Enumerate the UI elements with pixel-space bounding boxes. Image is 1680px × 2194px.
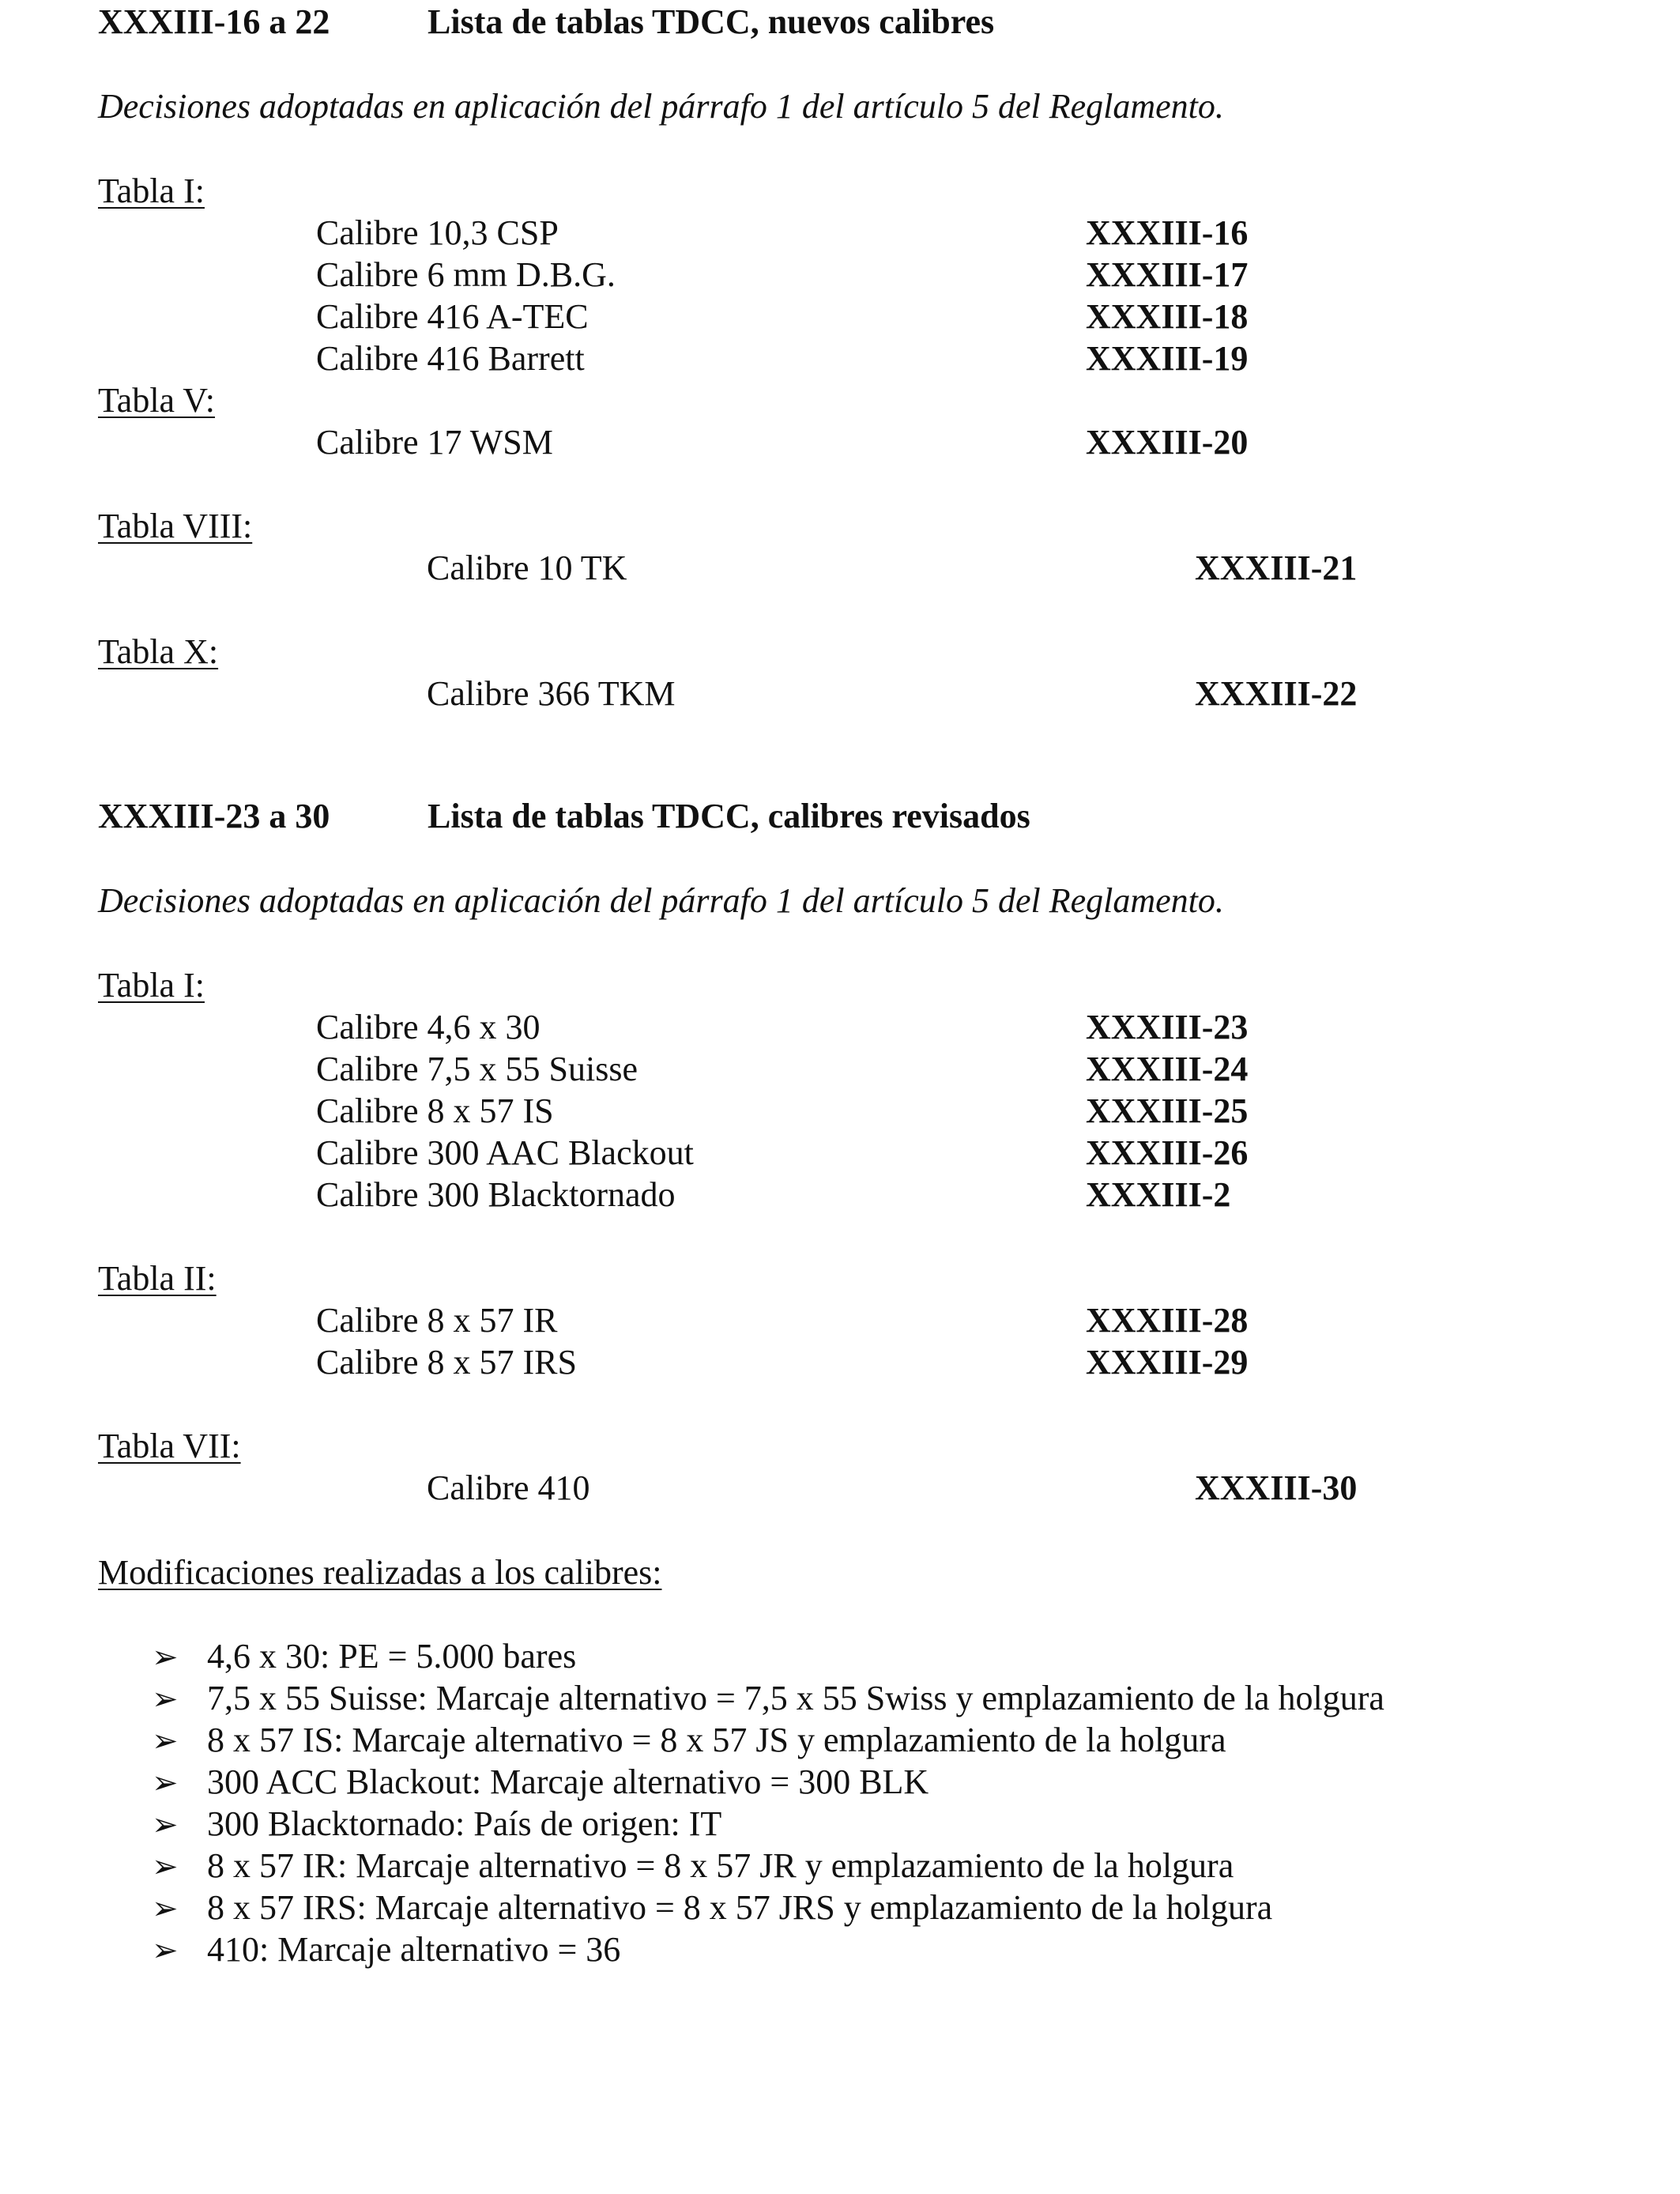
caliber-code: XXXIII-21 bbox=[1195, 548, 1358, 587]
list-item: 7,5 x 55 Suisse: Marcaje alternativo = 7,5 x 55 Swiss y emplazamiento de la holgura bbox=[207, 1679, 1384, 1717]
caliber-code: XXXIII-23 bbox=[1086, 1008, 1249, 1046]
arrow-bullet-icon: ➢ bbox=[152, 1681, 179, 1717]
section2-title: Lista de tablas TDCC, calibres revisados bbox=[428, 797, 1030, 835]
caliber-name: Calibre 416 A-TEC bbox=[316, 297, 589, 336]
caliber-name: Calibre 300 AAC Blackout bbox=[316, 1133, 694, 1172]
caliber-code: XXXIII-30 bbox=[1195, 1468, 1358, 1507]
caliber-code: XXXIII-17 bbox=[1086, 255, 1249, 294]
modifications-title: Modificaciones realizadas a los calibres: bbox=[98, 1553, 662, 1592]
caliber-name: Calibre 300 Blacktornado bbox=[316, 1175, 676, 1214]
section1-decision: Decisiones adoptadas en aplicación del párrafo 1 del artículo 5 del Reglamento. bbox=[98, 87, 1224, 126]
list-item: 8 x 57 IRS: Marcaje alternativo = 8 x 57 JRS y emplazamiento de la holgura bbox=[207, 1888, 1273, 1927]
section1-ref: XXXIII-16 a 22 bbox=[98, 2, 330, 41]
section2-tabla-i-label: Tabla I: bbox=[98, 966, 205, 1005]
caliber-code: XXXIII-19 bbox=[1086, 339, 1249, 378]
caliber-name: Calibre 7,5 x 55 Suisse bbox=[316, 1050, 638, 1088]
caliber-code: XXXIII-18 bbox=[1086, 297, 1249, 336]
section2-ref: XXXIII-23 a 30 bbox=[98, 797, 330, 835]
caliber-name: Calibre 10 TK bbox=[427, 548, 627, 587]
caliber-name: Calibre 6 mm D.B.G. bbox=[316, 255, 616, 294]
caliber-name: Calibre 410 bbox=[427, 1468, 590, 1507]
caliber-code: XXXIII-24 bbox=[1086, 1050, 1249, 1088]
arrow-bullet-icon: ➢ bbox=[152, 1891, 179, 1927]
list-item: 8 x 57 IR: Marcaje alternativo = 8 x 57 JR y emplazamiento de la holgura bbox=[207, 1846, 1234, 1885]
arrow-bullet-icon: ➢ bbox=[152, 1723, 179, 1759]
arrow-bullet-icon: ➢ bbox=[152, 1639, 179, 1676]
caliber-name: Calibre 8 x 57 IR bbox=[316, 1301, 558, 1340]
caliber-code: XXXIII-20 bbox=[1086, 423, 1249, 462]
section2-tabla-ii-label: Tabla II: bbox=[98, 1259, 217, 1298]
caliber-code: XXXIII-16 bbox=[1086, 213, 1249, 252]
caliber-code: XXXIII-26 bbox=[1086, 1133, 1249, 1172]
caliber-name: Calibre 366 TKM bbox=[427, 674, 676, 713]
arrow-bullet-icon: ➢ bbox=[152, 1849, 179, 1885]
section1-title: Lista de tablas TDCC, nuevos calibres bbox=[428, 2, 995, 41]
section1-tabla-v-label: Tabla V: bbox=[98, 381, 216, 420]
arrow-bullet-icon: ➢ bbox=[152, 1765, 179, 1801]
caliber-code: XXXIII-22 bbox=[1195, 674, 1358, 713]
list-item: 4,6 x 30: PE = 5.000 bares bbox=[207, 1637, 577, 1676]
section2-tabla-vii-label: Tabla VII: bbox=[98, 1427, 241, 1465]
arrow-bullet-icon: ➢ bbox=[152, 1932, 179, 1969]
caliber-name: Calibre 8 x 57 IS bbox=[316, 1091, 554, 1130]
caliber-name: Calibre 416 Barrett bbox=[316, 339, 585, 378]
list-item: 8 x 57 IS: Marcaje alternativo = 8 x 57 JS y emplazamiento de la holgura bbox=[207, 1721, 1226, 1759]
caliber-code: XXXIII-2 bbox=[1086, 1175, 1231, 1214]
caliber-code: XXXIII-29 bbox=[1086, 1343, 1249, 1382]
caliber-code: XXXIII-28 bbox=[1086, 1301, 1249, 1340]
caliber-code: XXXIII-25 bbox=[1086, 1091, 1249, 1130]
list-item: 410: Marcaje alternativo = 36 bbox=[207, 1930, 621, 1969]
caliber-name: Calibre 10,3 CSP bbox=[316, 213, 559, 252]
list-item: 300 ACC Blackout: Marcaje alternativo = 300 BLK bbox=[207, 1762, 929, 1801]
section1-tabla-viii-label: Tabla VIII: bbox=[98, 507, 253, 545]
section1-tabla-i-label: Tabla I: bbox=[98, 172, 205, 210]
caliber-name: Calibre 4,6 x 30 bbox=[316, 1008, 541, 1046]
list-item: 300 Blacktornado: País de origen: IT bbox=[207, 1804, 722, 1843]
arrow-bullet-icon: ➢ bbox=[152, 1807, 179, 1843]
section2-decision: Decisiones adoptadas en aplicación del párrafo 1 del artículo 5 del Reglamento. bbox=[98, 881, 1224, 920]
caliber-name: Calibre 17 WSM bbox=[316, 423, 553, 462]
caliber-name: Calibre 8 x 57 IRS bbox=[316, 1343, 577, 1382]
section1-tabla-x-label: Tabla X: bbox=[98, 632, 219, 671]
